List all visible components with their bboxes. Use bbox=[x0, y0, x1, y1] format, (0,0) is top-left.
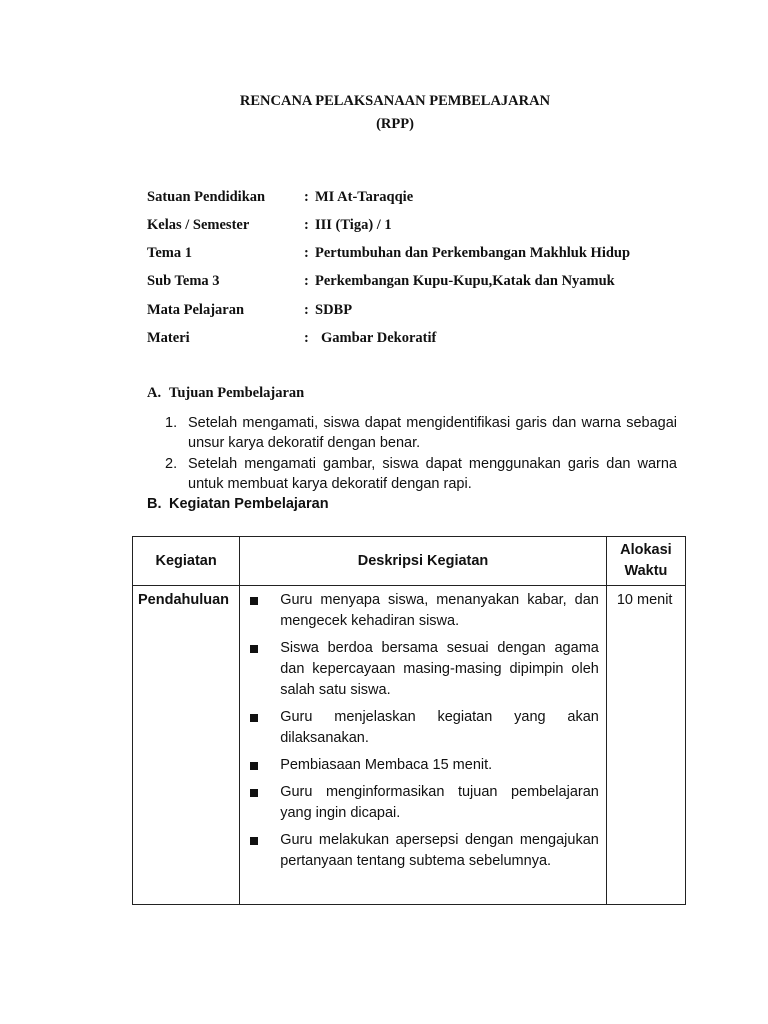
list-text: Siswa berdoa bersama sesuai dengan agama dan kepercayaan masing-masing dipimpin oleh salah satu siswa. bbox=[280, 640, 599, 698]
description-cell bbox=[240, 586, 607, 905]
list-item bbox=[165, 454, 677, 494]
list-text: Guru menginformasikan tujuan pembelajaran yang ingin dicapai. bbox=[280, 784, 599, 821]
list-text: Guru menyapa siswa, menanyakan kabar, dan mengecek kehadiran siswa. bbox=[280, 592, 599, 629]
list-item bbox=[165, 413, 677, 453]
list-text: Pembiasaan Membaca 15 menit. bbox=[280, 757, 493, 773]
bullet-square-icon bbox=[250, 645, 258, 653]
header-kegiatan: Kegiatan bbox=[133, 537, 240, 586]
section-letter: B. bbox=[147, 496, 162, 512]
list-text: Setelah mengamati, siswa dapat mengidentifikasi garis dan warna sebagai unsur karya dekoratif dengan benar. bbox=[188, 415, 677, 451]
document-subtitle: (RPP) bbox=[376, 116, 414, 132]
list-item bbox=[247, 830, 599, 872]
list-text: Guru menjelaskan kegiatan yang akan dilaksanakan. bbox=[280, 709, 599, 746]
bullet-square-icon bbox=[250, 837, 258, 845]
section-b-heading bbox=[147, 496, 329, 512]
table-row bbox=[133, 586, 686, 905]
goals-list bbox=[165, 413, 677, 495]
list-text: Setelah mengamati gambar, siswa dapat menggunakan garis dan warna untuk membuat karya dekoratif dengan rapi. bbox=[188, 456, 677, 492]
activity-table bbox=[132, 536, 686, 905]
bullet-square-icon bbox=[250, 789, 258, 797]
section-title: Kegiatan Pembelajaran bbox=[169, 496, 329, 512]
info-label: Tema 1 bbox=[147, 245, 192, 261]
bullet-square-icon bbox=[250, 597, 258, 605]
info-value: Perkembangan Kupu-Kupu,Katak dan Nyamuk bbox=[315, 273, 615, 289]
list-item bbox=[247, 590, 599, 632]
list-item bbox=[247, 707, 599, 749]
info-separator: : bbox=[304, 245, 309, 261]
list-text: Guru melakukan apersepsi dengan mengajukan pertanyaan tentang subtema sebelumnya. bbox=[280, 832, 599, 869]
info-label: Kelas / Semester bbox=[147, 217, 250, 233]
header-alokasi: Alokasi Waktu bbox=[606, 537, 685, 586]
info-label: Materi bbox=[147, 330, 190, 346]
info-separator: : bbox=[304, 217, 309, 233]
info-value: Pertumbuhan dan Perkembangan Makhluk Hidup bbox=[315, 245, 631, 261]
info-separator: : bbox=[304, 189, 309, 205]
list-item bbox=[247, 638, 599, 701]
list-item bbox=[247, 755, 599, 776]
list-number: 1. bbox=[165, 415, 178, 431]
info-value: Gambar Dekoratif bbox=[321, 330, 437, 346]
document-title: RENCANA PELAKSANAAN PEMBELAJARAN bbox=[239, 93, 551, 109]
bullet-square-icon bbox=[250, 762, 258, 770]
info-label: Mata Pelajaran bbox=[147, 302, 245, 318]
info-separator: : bbox=[304, 330, 309, 346]
info-value: III (Tiga) / 1 bbox=[315, 217, 392, 233]
info-value: MI At-Taraqqie bbox=[315, 189, 414, 205]
info-separator: : bbox=[304, 302, 309, 318]
info-label: Satuan Pendidikan bbox=[147, 189, 266, 205]
info-label: Sub Tema 3 bbox=[147, 273, 220, 289]
info-separator: : bbox=[304, 273, 309, 289]
section-title: Tujuan Pembelajaran bbox=[169, 385, 305, 401]
bullet-square-icon bbox=[250, 714, 258, 722]
section-letter: A. bbox=[147, 385, 162, 401]
phase-cell: Pendahuluan bbox=[133, 586, 240, 905]
section-a-heading bbox=[147, 385, 304, 402]
list-number: 2. bbox=[165, 456, 178, 472]
header-deskripsi: Deskripsi Kegiatan bbox=[240, 537, 607, 586]
time-cell: 10 menit bbox=[606, 586, 685, 905]
list-item bbox=[247, 782, 599, 824]
info-value: SDBP bbox=[315, 302, 353, 318]
table-header-row bbox=[133, 537, 686, 586]
